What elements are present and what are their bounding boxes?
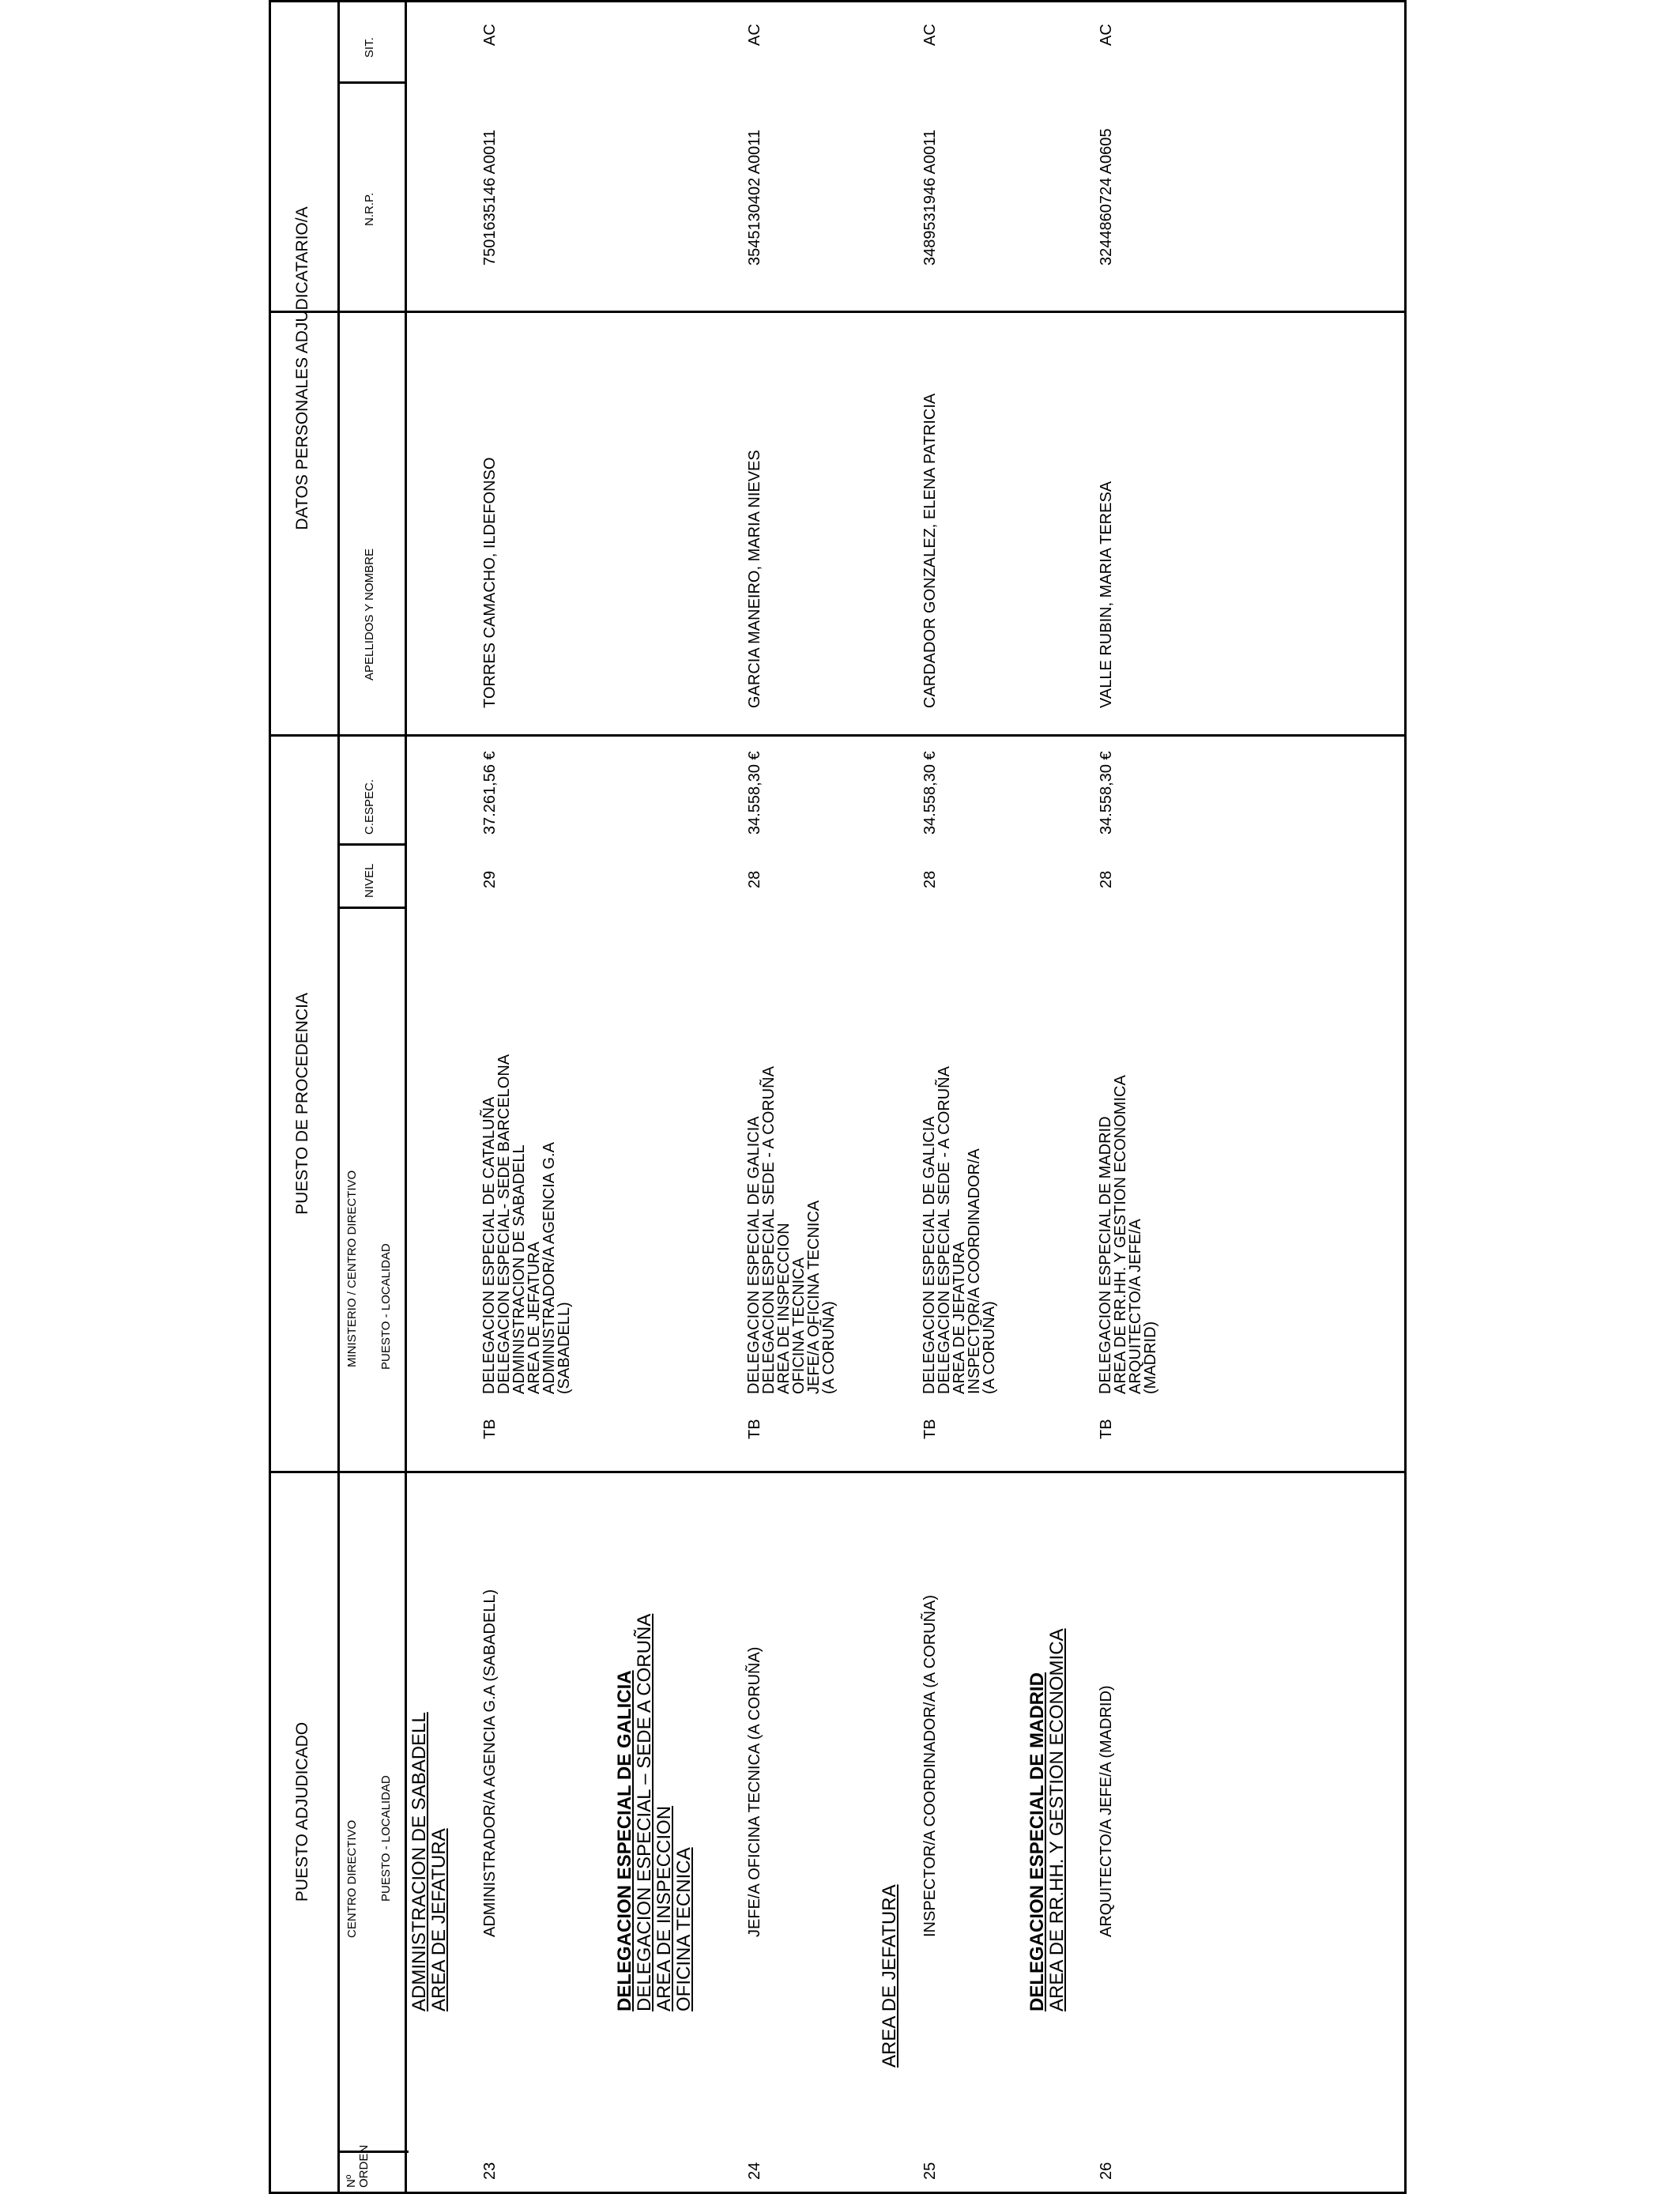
col-divider-procedencia: [269, 734, 1407, 737]
row-25-sit: AC: [921, 24, 939, 46]
row-25-procedencia: DELEGACION ESPECIAL DE GALICIA DELEGACION ESPECIAL SEDE - A CORUÑA AREA DE JEFATURA INSPECTOR/A COORDINADOR/A (A CORUÑA): [921, 1066, 998, 1394]
row-23-nrp: 7501635146 A0011: [481, 129, 499, 266]
col-divider-nivel: [337, 907, 405, 909]
row-23-puesto: ADMINISTRADOR/A AGENCIA G.A (SABADELL): [481, 1589, 499, 1937]
row-23-apellidos: TORRES CAMACHO, ILDEFONSO: [481, 457, 499, 708]
col-divider-nrp: [337, 81, 405, 84]
row-24-puesto: JEFE/A OFICINA TECNICA (A CORUÑA): [746, 1646, 763, 1937]
col-header-puesto-localidad: PUESTO - LOCALIDAD: [379, 1775, 393, 1902]
row-25-nrp: 3489531946 A0011: [921, 129, 939, 266]
row-26-nivel: 28: [1098, 870, 1115, 888]
row-23-ministerio: TB: [481, 1419, 499, 1439]
row-24-sit: AC: [746, 24, 763, 46]
group-header-datos-personales: DATOS PERSONALES ADJUDICATARIO/A: [293, 206, 311, 530]
row-25-puesto: INSPECTOR/A COORDINADOR/A (A CORUÑA): [921, 1594, 939, 1937]
row-23-cespec: 37.261,56 €: [481, 751, 499, 835]
col-header-puesto-localidad-2: PUESTO - LOCALIDAD: [379, 1243, 393, 1370]
row-26-cespec: 34.558,30 €: [1098, 751, 1115, 835]
group-header-puesto-adjudicado: PUESTO ADJUDICADO: [293, 1721, 311, 1902]
row-26-orden: 26: [1098, 2162, 1115, 2180]
table-border-right: [269, 0, 1407, 2]
row-25-section-headings: AREA DE JEFATURA: [879, 1884, 900, 2068]
row-24-cespec: 34.558,30 €: [746, 751, 763, 835]
row-25-nivel: 28: [921, 870, 939, 888]
row-25-cespec: 34.558,30 €: [921, 751, 939, 835]
row-23-sit: AC: [481, 24, 499, 46]
row-23-procedencia: DELEGACION ESPECIAL DE CATALUÑA DELEGACION ESPECIAL- SEDE BARCELONA ADMINISTRACION DE SABADELL AREA DE JEFATURA ADMINISTRADOR/A AGENCIA G.A (SABADELL): [480, 1054, 573, 1394]
row-25-orden: 25: [921, 2162, 939, 2180]
row-26-procedencia: DELEGACION ESPECIAL DE MADRID AREA DE RR.HH. Y GESTION ECONOMICA ARQUITECTO/A JEFE/A (MADRID): [1097, 1075, 1159, 1394]
row-26-puesto: ARQUITECTO/A JEFE/A (MADRID): [1098, 1685, 1115, 1937]
header-divider-2: [405, 0, 407, 2194]
row-26-nrp: 3244860724 A0605: [1098, 128, 1115, 266]
table-border-bottom: [1404, 0, 1407, 2194]
row-24-orden: 24: [746, 2162, 763, 2180]
group-header-puesto-procedencia: PUESTO DE PROCEDENCIA: [293, 993, 311, 1215]
row-24-ministerio: TB: [746, 1419, 763, 1439]
col-divider-cespec: [337, 843, 405, 846]
col-header-centro-directivo: CENTRO DIRECTIVO: [345, 1819, 359, 1938]
col-header-nivel: NIVEL: [363, 863, 376, 898]
col-header-apellidos: APELLIDOS Y NOMBRE: [363, 548, 376, 680]
col-header-nrp: N.R.P.: [363, 192, 376, 226]
row-25-apellidos: CARDADOR GONZALEZ, ELENA PATRICIA: [921, 393, 939, 708]
row-26-apellidos: VALLE RUBIN, MARIA TERESA: [1098, 481, 1115, 708]
row-24-nrp: 3545130402 A0011: [746, 129, 763, 266]
row-26-sit: AC: [1098, 24, 1115, 46]
header-divider-1: [337, 0, 340, 2194]
col-divider-adjudicado: [269, 1471, 1407, 1473]
row-23-section-headings: ADMINISTRACION DE SABADELL AREA DE JEFATURA: [409, 1712, 450, 2011]
row-23-orden: 23: [481, 2162, 499, 2180]
row-24-apellidos: GARCIA MANEIRO, MARIA NIEVES: [746, 450, 763, 708]
col-header-orden: Nº ORDEN: [345, 2144, 371, 2188]
table-border-top: [269, 0, 271, 2194]
col-header-sit: SIT.: [363, 37, 376, 58]
row-26-section-headings: DELEGACION ESPECIAL DE MADRID AREA DE RR.HH. Y GESTION ECONOMICA: [1026, 1628, 1068, 2011]
row-26-ministerio: TB: [1098, 1419, 1115, 1439]
row-25-ministerio: TB: [921, 1419, 939, 1439]
row-24-procedencia: DELEGACION ESPECIAL DE GALICIA DELEGACION ESPECIAL SEDE - A CORUÑA AREA DE INSPECCION OFICINA TECNICA JEFE/A OFICINA TECNICA (A CORUÑA): [745, 1066, 838, 1394]
row-23-nivel: 29: [481, 870, 499, 888]
col-header-ministerio: MINISTERIO / CENTRO DIRECTIVO: [345, 1170, 359, 1367]
row-24-nivel: 28: [746, 870, 763, 888]
col-header-cespec: C.ESPEC.: [363, 778, 376, 835]
row-24-section-headings: DELEGACION ESPECIAL DE GALICIA DELEGACION ESPECIAL – SEDE A CORUÑA AREA DE INSPECCION OFICINA TECNICA: [614, 1613, 695, 2011]
col-divider-apellidos: [269, 311, 1407, 313]
